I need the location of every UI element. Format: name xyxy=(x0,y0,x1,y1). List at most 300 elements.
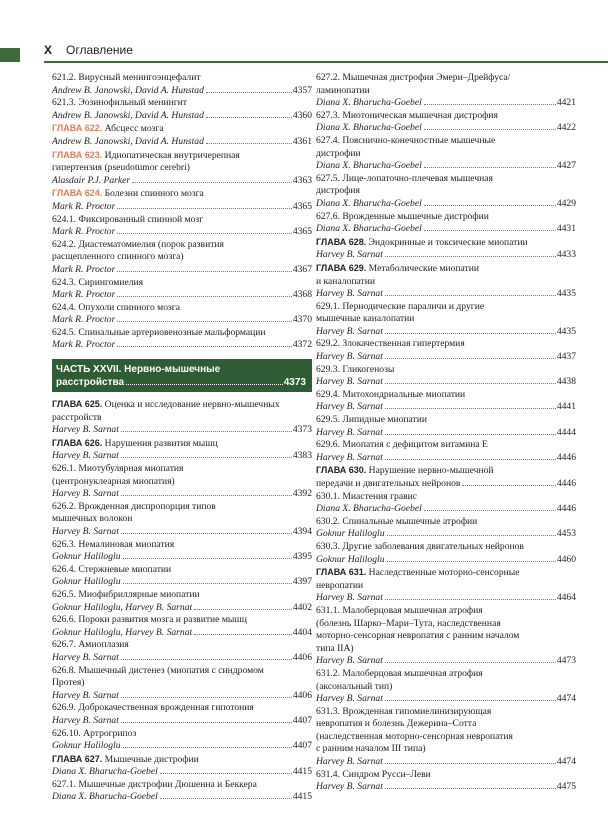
entry-author: Harvey B. Sarnat xyxy=(316,351,383,363)
entry-author: Harvey B. Sarnat xyxy=(316,451,383,463)
entry-title: 631.2. Малоберцовая мышечная атрофия xyxy=(316,667,483,679)
page-ref: 4421 xyxy=(556,97,576,109)
chapter-title: Идиопатическая внутричерепная xyxy=(104,149,240,161)
toc-author-line[interactable] xyxy=(52,226,312,239)
toc-entry[interactable] xyxy=(316,541,576,554)
entry-title: мышечные каналопатии xyxy=(316,313,415,325)
toc-entry[interactable] xyxy=(52,162,312,175)
dot-leader xyxy=(194,634,292,635)
toc-author-line[interactable] xyxy=(316,554,576,567)
chapter-heading xyxy=(52,122,164,136)
toc-entry[interactable] xyxy=(52,614,312,627)
entry-title: 624.3. Сирингомиелия xyxy=(52,276,144,288)
entry-title: и каналопатии xyxy=(316,275,375,287)
dot-leader xyxy=(385,408,556,409)
chapter-heading xyxy=(52,187,204,201)
entry-title: 629.1. Периодические параличи и другие xyxy=(316,300,485,312)
toc-author-line[interactable] xyxy=(316,655,576,668)
toc-author-line[interactable] xyxy=(316,781,576,794)
toc-author-line[interactable] xyxy=(316,97,576,110)
toc-entry[interactable] xyxy=(316,135,576,148)
chapter-title: Оценка и исследование нервно-мышечных xyxy=(104,399,280,411)
entry-author: Harvey B. Sarnat xyxy=(316,655,383,667)
dot-leader xyxy=(206,143,292,144)
toc-entry[interactable] xyxy=(316,743,576,756)
toc-author-line[interactable] xyxy=(316,528,576,541)
entry-title: 627.5. Лице-лопаточно-плечевая мышечная xyxy=(316,172,493,184)
toc-entry[interactable] xyxy=(316,185,576,198)
page-title: Оглавление xyxy=(66,43,133,57)
page-ref: 4446 xyxy=(556,451,576,463)
page-ref: 4415 xyxy=(292,766,312,778)
entry-author: Mark R. Proctor xyxy=(52,226,116,238)
entry-author: Harvey B. Sarnat xyxy=(316,249,383,261)
toc-author-line[interactable] xyxy=(52,740,312,753)
page-ref: 4435 xyxy=(556,325,576,337)
toc-entry[interactable] xyxy=(52,665,312,678)
entry-title: невропатия и болезнь Дежерина–Сотта xyxy=(316,718,477,730)
entry-author: Harvey B. Sarnat xyxy=(316,426,383,438)
entry-title: 627.2. Мышечная дистрофия Эмери–Дрейфуса/ xyxy=(316,72,511,83)
chapter-number: ГЛАВА 627. xyxy=(52,753,103,764)
header-accent-bar xyxy=(0,48,20,62)
toc-author-line[interactable] xyxy=(52,136,312,149)
toc-entry[interactable] xyxy=(52,97,312,110)
entry-title: расщепленного спинного мозга) xyxy=(52,251,184,263)
page-ref: 4372 xyxy=(292,339,312,351)
entry-title: 626.7. Амиоплазия xyxy=(52,639,129,651)
toc-entry[interactable] xyxy=(316,681,576,694)
entry-author: Goknur Haliloglu xyxy=(52,551,121,563)
entry-title: 629.6. Миопатия с дефицитом витамина Е xyxy=(316,439,488,451)
entry-author: Goknur Haliloglu, Harvey B. Sarnat xyxy=(52,601,193,613)
entry-title: Протея) xyxy=(52,677,85,689)
toc-entry[interactable] xyxy=(52,412,312,425)
toc-author-line[interactable] xyxy=(52,201,312,214)
toc-entry[interactable] xyxy=(316,313,576,326)
entry-author: Harvey B. Sarnat xyxy=(316,756,383,768)
toc-entry[interactable] xyxy=(52,302,312,315)
toc-chapter[interactable] xyxy=(316,566,576,580)
chapter-title: Болезни спинного мозга xyxy=(104,188,204,200)
dot-leader xyxy=(194,609,292,610)
toc-entry[interactable] xyxy=(52,251,312,264)
entry-author: Harvey B. Sarnat xyxy=(52,714,119,726)
chapter-title: Абсцесс мозга xyxy=(104,123,164,135)
dot-leader xyxy=(121,457,292,458)
entry-author: Mark R. Proctor xyxy=(52,314,116,326)
page-ref: 4415 xyxy=(292,791,312,803)
entry-author: Goknur Haliloglu xyxy=(316,553,385,565)
toc-entry[interactable] xyxy=(316,618,576,631)
entry-title: 626.10. Артрогрипоз xyxy=(52,727,137,739)
dot-leader xyxy=(117,296,291,297)
entry-title: 631.4. Синдром Русси–Леви xyxy=(316,768,431,780)
entry-title: 629.4. Митохондриальные миопатии xyxy=(316,388,466,400)
toc-entry[interactable] xyxy=(316,276,576,289)
page-ref: 4373 xyxy=(292,424,312,436)
entry-author: Goknur Haliloglu, Harvey B. Sarnat xyxy=(52,626,193,638)
page-ref: 4475 xyxy=(556,781,576,793)
chapter-number: ГЛАВА 626. xyxy=(52,437,103,448)
page-ref: 4365 xyxy=(292,200,312,212)
entry-title: расстройств xyxy=(52,411,102,423)
toc-author-line[interactable] xyxy=(316,401,576,414)
toc-chapter[interactable] xyxy=(52,753,312,767)
dot-leader xyxy=(117,346,291,347)
toc-entry[interactable] xyxy=(52,214,312,227)
toc-author-line[interactable] xyxy=(316,249,576,262)
entry-title: гипертензия (pseudotumor cerebri) xyxy=(52,162,190,174)
entry-author: Goknur Haliloglu xyxy=(52,576,121,588)
dot-leader xyxy=(126,384,283,385)
page-ref: 4397 xyxy=(292,576,312,588)
dot-leader xyxy=(424,129,556,130)
toc-author-line[interactable] xyxy=(52,85,312,98)
toc-entry[interactable] xyxy=(52,677,312,690)
entry-title: 624.4. Опухоли спинного мозга xyxy=(52,301,180,313)
dot-leader xyxy=(385,434,556,435)
toc-entry[interactable] xyxy=(52,476,312,489)
toc-entry[interactable] xyxy=(52,728,312,741)
toc-author-line[interactable] xyxy=(52,715,312,728)
chapter-number: ГЛАВА 622. xyxy=(52,123,103,134)
toc-chapter[interactable] xyxy=(52,187,312,201)
dot-leader xyxy=(117,271,291,272)
dot-leader xyxy=(121,659,292,660)
dot-leader xyxy=(424,167,556,168)
entry-title: дистрофия xyxy=(316,185,360,197)
toc-entry[interactable] xyxy=(52,513,312,526)
dot-leader xyxy=(385,256,556,257)
entry-author: Andrew B. Janowski, David A. Hunstad xyxy=(52,109,204,121)
toc-author-line[interactable] xyxy=(316,503,576,516)
entry-author: Harvey B. Sarnat xyxy=(316,288,383,300)
toc-author-line[interactable] xyxy=(316,326,576,339)
toc-entry[interactable] xyxy=(52,463,312,476)
toc-entry[interactable] xyxy=(316,364,576,377)
toc-author-line[interactable] xyxy=(52,551,312,564)
entry-title: 629.2. Злокачественная гипертермия xyxy=(316,338,465,350)
page-ref: 4373 xyxy=(283,377,306,389)
entry-author: Alasdair P.J. Parker xyxy=(52,174,131,186)
toc-chapter[interactable] xyxy=(316,262,576,276)
dot-leader xyxy=(387,535,556,536)
toc-author-line[interactable] xyxy=(316,592,576,605)
toc-entry[interactable] xyxy=(52,539,312,552)
page-ref: 4402 xyxy=(292,601,312,613)
dot-leader xyxy=(424,510,556,511)
entry-author: Diana X. Bharucha-Goebel xyxy=(316,197,422,209)
toc-entry[interactable] xyxy=(52,702,312,715)
page-ref: 4422 xyxy=(556,122,576,134)
dot-leader xyxy=(387,561,556,562)
dot-leader xyxy=(424,230,556,231)
toc-author-line[interactable] xyxy=(52,690,312,703)
toc-author-line[interactable] xyxy=(316,452,576,465)
page-ref: 4460 xyxy=(556,553,576,565)
chapter-heading xyxy=(52,753,199,767)
toc-entry[interactable] xyxy=(316,389,576,402)
toc-author-line[interactable] xyxy=(316,351,576,364)
entry-title: 624.1. Фиксированный спинной мозг xyxy=(52,213,204,225)
toc-entry[interactable] xyxy=(52,589,312,602)
toc-author-line[interactable] xyxy=(316,223,576,236)
entry-title: (аксональный тип) xyxy=(316,680,393,692)
entry-title: 626.4. Стержневые миопатии xyxy=(52,563,172,575)
toc-author-line[interactable] xyxy=(316,122,576,135)
page-ref: 4435 xyxy=(556,288,576,300)
dot-leader xyxy=(117,233,291,234)
dot-leader xyxy=(123,558,292,559)
dot-leader xyxy=(385,700,556,701)
entry-title: типа IIA) xyxy=(316,642,354,654)
entry-title: передачи и двигательных нейронов xyxy=(316,478,461,489)
toc-entry[interactable] xyxy=(316,478,576,491)
entry-title: моторно-сенсорная невропатия с ранним началом xyxy=(316,630,520,642)
chapter-number: ГЛАВА 628. xyxy=(316,236,367,247)
toc-entry[interactable] xyxy=(316,516,576,529)
entry-author: Diana X. Bharucha-Goebel xyxy=(316,160,422,172)
entry-title: 626.8. Мышечный дистенез (миопатия с синдромом xyxy=(52,664,264,676)
toc-author-line[interactable] xyxy=(52,576,312,589)
toc-author-line[interactable] xyxy=(52,488,312,501)
dot-leader xyxy=(160,773,292,774)
toc-entry[interactable] xyxy=(52,639,312,652)
page-ref: 4394 xyxy=(292,526,312,537)
page-ref: 4437 xyxy=(556,351,576,363)
entry-title: 627.1. Мышечные дистрофии Дюшенна и Беккера xyxy=(52,778,257,790)
dot-leader xyxy=(117,321,291,322)
dot-leader xyxy=(121,431,292,432)
toc-author-line[interactable] xyxy=(52,526,312,539)
entry-title: (болезнь Шарко–Мари–Тута, наследственная xyxy=(316,617,501,629)
dot-leader xyxy=(121,697,292,698)
page-ref: 4395 xyxy=(292,551,312,563)
dot-leader xyxy=(123,583,292,584)
page-ref: 4464 xyxy=(556,592,576,604)
entry-author: Mark R. Proctor xyxy=(52,339,116,351)
chapter-number: ГЛАВА 630. xyxy=(316,465,367,476)
entry-author: Goknur Haliloglu xyxy=(52,740,121,752)
chapter-heading xyxy=(316,236,528,250)
toc-author-line[interactable] xyxy=(52,289,312,302)
page-ref: 4404 xyxy=(292,626,312,638)
page-header xyxy=(0,0,608,66)
toc-author-line[interactable] xyxy=(52,450,312,463)
toc-entry[interactable] xyxy=(316,491,576,504)
entry-title: 626.1. Миотубулярная миопатия xyxy=(52,463,184,475)
page-ref: 4406 xyxy=(292,689,312,701)
page-ref: 4361 xyxy=(292,135,312,147)
page-ref: 4360 xyxy=(292,109,312,121)
toc-author-line[interactable] xyxy=(52,791,312,804)
toc-entry[interactable] xyxy=(316,211,576,224)
toc-chapter[interactable] xyxy=(52,398,312,412)
toc-entry[interactable] xyxy=(316,718,576,731)
chapter-title: Нарушения развития мышц xyxy=(104,437,218,449)
toc-entry[interactable] xyxy=(316,668,576,681)
toc-entry[interactable] xyxy=(316,630,576,643)
toc-author-line[interactable] xyxy=(316,756,576,769)
entry-title: (наследственная моторно-сенсорная невропатия xyxy=(316,730,513,742)
page-ref: 4474 xyxy=(556,693,576,705)
entry-author: Harvey B. Sarnat xyxy=(52,526,119,537)
entry-author: Diana X. Bharucha-Goebel xyxy=(316,122,422,134)
entry-title: 629.3. Гликогенозы xyxy=(316,363,395,375)
toc-author-line[interactable] xyxy=(52,175,312,188)
toc-author-line[interactable] xyxy=(316,160,576,173)
entry-title: 631.1. Малоберцовая мышечная атрофия xyxy=(316,604,483,616)
toc-entry[interactable] xyxy=(52,239,312,252)
entry-author: Diana X. Bharucha-Goebel xyxy=(52,791,158,803)
dot-leader xyxy=(206,117,292,118)
entry-author: Andrew B. Janowski, David A. Hunstad xyxy=(52,135,204,147)
page-ref: 4367 xyxy=(292,263,312,275)
entry-title: 621.3. Эозинофильный менингит xyxy=(52,97,187,109)
entry-title: 621.2. Вирусный менингоэнцефалит xyxy=(52,72,201,83)
part-banner[interactable] xyxy=(52,359,312,392)
toc-entry[interactable] xyxy=(316,643,576,656)
toc-entry[interactable] xyxy=(52,779,312,792)
dot-leader xyxy=(385,599,556,600)
dot-leader xyxy=(121,722,292,723)
toc-entry[interactable] xyxy=(52,564,312,577)
dot-leader xyxy=(385,662,556,663)
toc-author-line[interactable] xyxy=(52,766,312,779)
chapter-heading xyxy=(52,149,240,163)
dot-leader xyxy=(160,798,292,799)
entry-author: Goknur Haliloglu xyxy=(316,528,385,540)
entry-title: 626.6. Пороки развития мозга и развитие мышц xyxy=(52,614,247,626)
entry-author: Harvey B. Sarnat xyxy=(316,376,383,388)
entry-title: 627.4. Пояснично-конечностные мышечные xyxy=(316,134,496,146)
entry-author: Diana X. Bharucha-Goebel xyxy=(316,97,422,109)
chapter-title: Нарушение нервно-мышечной xyxy=(368,465,494,477)
entry-title: 627.3. Миотоническая мышечная дистрофия xyxy=(316,109,498,121)
toc-author-line[interactable] xyxy=(52,602,312,615)
toc-author-line[interactable] xyxy=(316,427,576,440)
page-ref: 4407 xyxy=(292,740,312,752)
toc-author-line[interactable] xyxy=(316,376,576,389)
entry-title: мышечных волокон xyxy=(52,513,133,525)
toc-author-line[interactable] xyxy=(52,264,312,277)
dot-leader xyxy=(385,383,556,384)
page-ref: 4365 xyxy=(292,226,312,238)
toc-chapter[interactable] xyxy=(52,122,312,136)
page-ref: 4407 xyxy=(292,714,312,726)
chapter-heading xyxy=(52,398,280,412)
page-ref: 4444 xyxy=(556,426,576,438)
toc-entry[interactable] xyxy=(316,439,576,452)
toc-author-line[interactable] xyxy=(52,314,312,327)
dot-leader xyxy=(123,747,292,748)
entry-title: 626.5. Миофибриллярные миопатии xyxy=(52,588,200,600)
chapter-number: ГЛАВА 625. xyxy=(52,399,103,410)
entry-author: Mark R. Proctor xyxy=(52,289,116,301)
dot-leader xyxy=(206,92,292,93)
part-title-line xyxy=(56,376,306,389)
toc-entry[interactable] xyxy=(316,301,576,314)
toc-author-line[interactable] xyxy=(52,110,312,123)
chapter-title: Наследственные моторно-сенсорные xyxy=(368,567,520,579)
toc-chapter[interactable] xyxy=(316,464,576,478)
toc-author-line[interactable] xyxy=(316,288,576,301)
chapter-number: ГЛАВА 623. xyxy=(52,149,103,160)
chapter-heading xyxy=(316,566,519,580)
dot-leader xyxy=(385,295,556,296)
chapter-title: Эндокринные и токсические миопатии xyxy=(368,236,528,248)
page-ref: 4438 xyxy=(556,376,576,388)
entry-author: Harvey B. Sarnat xyxy=(52,424,119,436)
toc-author-line[interactable] xyxy=(52,424,312,437)
entry-title: 626.2. Врожденная диспропорция типов xyxy=(52,500,216,512)
dot-leader xyxy=(424,205,556,206)
chapter-number: ГЛАВА 631. xyxy=(316,567,367,578)
toc-author-line[interactable] xyxy=(52,627,312,640)
page-ref: 4357 xyxy=(292,84,312,96)
page-number: X xyxy=(44,43,53,57)
toc-entry[interactable] xyxy=(52,72,312,85)
toc-chapter[interactable] xyxy=(52,437,312,451)
dot-leader xyxy=(385,358,556,359)
page-ref: 4474 xyxy=(556,756,576,768)
entry-title: 626.3. Немалиновая миопатия xyxy=(52,538,175,550)
part-title-line xyxy=(56,363,306,376)
page-ref: 4441 xyxy=(556,401,576,413)
toc-entry[interactable] xyxy=(316,338,576,351)
entry-title: невропатии xyxy=(316,579,364,591)
toc-entry[interactable] xyxy=(316,85,576,98)
entry-title: 626.9. Доброкачественная врожденная гипотония xyxy=(52,702,254,714)
toc-author-line[interactable] xyxy=(52,339,312,352)
toc-author-line[interactable] xyxy=(316,693,576,706)
toc-entry[interactable] xyxy=(316,580,576,593)
toc-entry[interactable] xyxy=(52,277,312,290)
chapter-heading xyxy=(316,464,494,478)
toc-entry[interactable] xyxy=(316,769,576,782)
toc-entry[interactable] xyxy=(52,327,312,340)
toc-column-right xyxy=(316,72,576,794)
toc-entry[interactable] xyxy=(316,110,576,123)
toc-entry[interactable] xyxy=(316,605,576,618)
page-ref: 4368 xyxy=(292,289,312,301)
toc-entry[interactable] xyxy=(316,72,576,85)
page-ref: 4446 xyxy=(556,503,576,515)
toc-entry[interactable] xyxy=(316,148,576,161)
toc-chapter[interactable] xyxy=(52,149,312,163)
toc-entry[interactable] xyxy=(316,731,576,744)
dot-leader xyxy=(132,182,292,183)
toc-entry[interactable] xyxy=(316,414,576,427)
dot-leader xyxy=(385,459,556,460)
toc-entry[interactable] xyxy=(52,501,312,514)
chapter-title: Мышечные дистрофии xyxy=(104,753,199,765)
chapter-number: ГЛАВА 624. xyxy=(52,188,103,199)
entry-author: Harvey B. Sarnat xyxy=(52,450,119,462)
entry-author: Andrew B. Janowski, David A. Hunstad xyxy=(52,84,204,96)
toc-author-line[interactable] xyxy=(316,198,576,211)
page-ref: 4383 xyxy=(292,450,312,462)
chapter-heading xyxy=(52,437,218,451)
entry-author: Diana X. Bharucha-Goebel xyxy=(52,766,158,778)
entry-author: Harvey B. Sarnat xyxy=(52,488,119,500)
toc-author-line[interactable] xyxy=(52,652,312,665)
toc-chapter[interactable] xyxy=(316,236,576,250)
entry-title: 629.5. Липидные миопатии xyxy=(316,414,428,426)
toc-entry[interactable] xyxy=(316,173,576,186)
toc-entry[interactable] xyxy=(316,706,576,719)
